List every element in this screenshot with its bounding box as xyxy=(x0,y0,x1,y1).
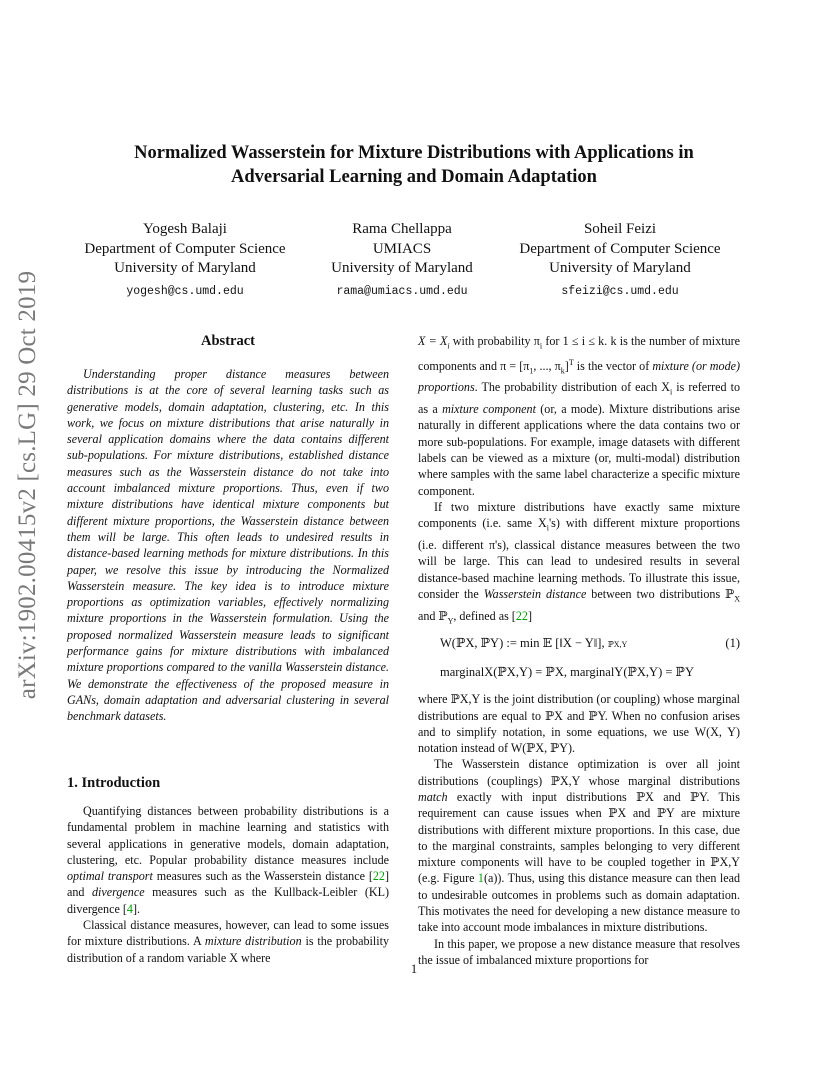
author-block-3 xyxy=(490,220,750,301)
arxiv-identifier: arXiv:1902.00415v2 [cs.LG] 29 Oct 2019 xyxy=(14,270,41,700)
author-email[interactable]: sfeizi@cs.umd.edu xyxy=(561,284,679,298)
author-affiliation: UMIACS xyxy=(372,240,432,257)
right-paragraph-2: If two mixture distributions have exactly same mixture components (i.e. same $X_i's$) with different mixture proportions (i.e. different π's), classical distance measures between the two will be large. This can lead to undesired results in several distance-based machine learning methods. To illustrate this issue, consider the Wasserstein distance between two distributions ℙ$_X$ and ℙ$_Y$, defined as [22] xyxy=(418,499,740,625)
introduction-heading: 1. Introduction xyxy=(67,775,161,791)
abstract-text: Understanding proper distance measures between distributions is at the core of several learning tasks such as generative models, domain adaptation, clustering, etc. In this work, we focus on mixture distributions that arise naturally in several application domains where the data contains different sub-populations. For mixture distributions, established distance measures such as the Wasserstein distance do not take into account imbalanced mixture proportions. Thus, even if two mixture distributions have identical mixture components but different mixture proportions, the Wasserstein distance between them will be large. This often leads to undesired results in distance-based learning methods for mixture distributions. In this paper, we resolve this issue by introducing the Normalized Wasserstein measure. The key idea is to introduce mixture proportions as optimization variables, effectively normalizing mixture proportions in the Wasserstein formulation. Using the proposed normalized Wasserstein measure leads to significant performance gains for mixture distributions with imbalanced mixture proportions compared to the vanilla Wasserstein distance. We demonstrate the effectiveness of the proposed measure in GANs, domain adaptation and adversarial clustering in several benchmark datasets. xyxy=(67,367,389,724)
author-name: Rama Chellappa xyxy=(352,221,452,237)
page-number: 1 xyxy=(410,962,418,976)
equation-line-1: W(ℙX, ℙY) := min 𝔼 [‖X − Y‖], ℙX,Y xyxy=(440,636,628,651)
author-university: University of Maryland xyxy=(549,260,691,276)
abstract-body xyxy=(67,366,389,725)
author-email[interactable]: yogesh@cs.umd.edu xyxy=(126,284,244,298)
equation-number: (1) xyxy=(725,636,740,651)
right-paragraph-5: In this paper, we propose a new distance measure that resolves the issue of imbalanced mixture proportions for xyxy=(418,936,740,967)
abstract-heading: Abstract xyxy=(201,333,255,349)
arxiv-sidebar xyxy=(8,270,48,700)
title-line-1: Normalized Wasserstein for Mixture Distributions with Applications in xyxy=(134,143,694,163)
citation-link[interactable]: 22 xyxy=(515,608,528,623)
author-name: Soheil Feizi xyxy=(583,221,657,237)
citation-link[interactable]: 4 xyxy=(126,901,133,916)
equation-line-2: marginalX(ℙX,Y) = ℙX, marginalY(ℙX,Y) = ℙY xyxy=(440,665,694,680)
author-university: University of Maryland xyxy=(114,260,256,276)
author-university: University of Maryland xyxy=(331,260,473,276)
right-paragraph-3: where ℙX,Y is the joint distribution (or coupling) whose marginal distributions are equal to ℙX and ℙY. When no confusion arises and to simplify notation, in some equations, we use W(X, Y) notation instead of W(ℙX, ℙY). xyxy=(418,692,740,756)
author-name: Yogesh Balaji xyxy=(143,221,227,237)
equation-1 xyxy=(418,632,740,686)
figure-link[interactable]: 1 xyxy=(477,871,484,886)
title-line-2: Adversarial Learning and Domain Adaptation xyxy=(231,167,597,187)
author-affiliation: Department of Computer Science xyxy=(84,240,286,257)
author-affiliation: Department of Computer Science xyxy=(519,240,721,257)
right-paragraph-1: $X = X_i$ with probability $\pi_i$ for 1 ≤ i ≤ k. k is the number of mixture components and $\pi = [\pi_1$, ..., $\pi_k]^T$ is the vector of mixture (or mode) proportions. The probability distribution of each $X_i$ is referred to as a mixture component (or, a mode). Mixture distributions arise naturally in different applications where the data contains two or more sub-populations. For example, image datasets with different labels can be viewed as a mixture (or, multi-modal) distribution where samples with the same label characterize a specific mixture component. xyxy=(418,334,741,498)
intro-paragraph-2: Classical distance measures, however, can lead to some issues for mixture distributions. A mixture distribution is the probability distribution of a random variable X where xyxy=(67,918,389,965)
intro-paragraph-1: Quantifying distances between probability distributions is a fundamental problem in machine learning and statistics with several applications in generative models, domain adaptation, clustering, etc. Popular probability distance measures include optimal transport measures such as the Wasserstein distance [22] and divergence measures such as the Kullback-Leibler (KL) divergence [4]. xyxy=(67,804,389,916)
paper-title xyxy=(80,141,748,189)
citation-link[interactable]: 22 xyxy=(372,869,385,884)
right-column xyxy=(418,333,740,968)
introduction-body xyxy=(67,803,389,966)
right-paragraph-4: The Wasserstein distance optimization is over all joint distributions (couplings) ℙX,Y whose marginal distributions match exactly with input distributions ℙX and ℙY. This requirement can cause issues when ℙX and ℙY are mixture distributions with different mixture proportions. In this case, due to the marginal constraints, samples belonging to very different mixture components will have to be coupled together in ℙX,Y (e.g. Figure 1(a)). Thus, using this distance measure can then lead to undesirable outcomes in problems such as domain adaptation. This motivates the need for developing a new distance measure to take into account mode imbalances in mixture distributions. xyxy=(418,757,740,935)
author-email[interactable]: rama@umiacs.umd.edu xyxy=(336,284,468,298)
